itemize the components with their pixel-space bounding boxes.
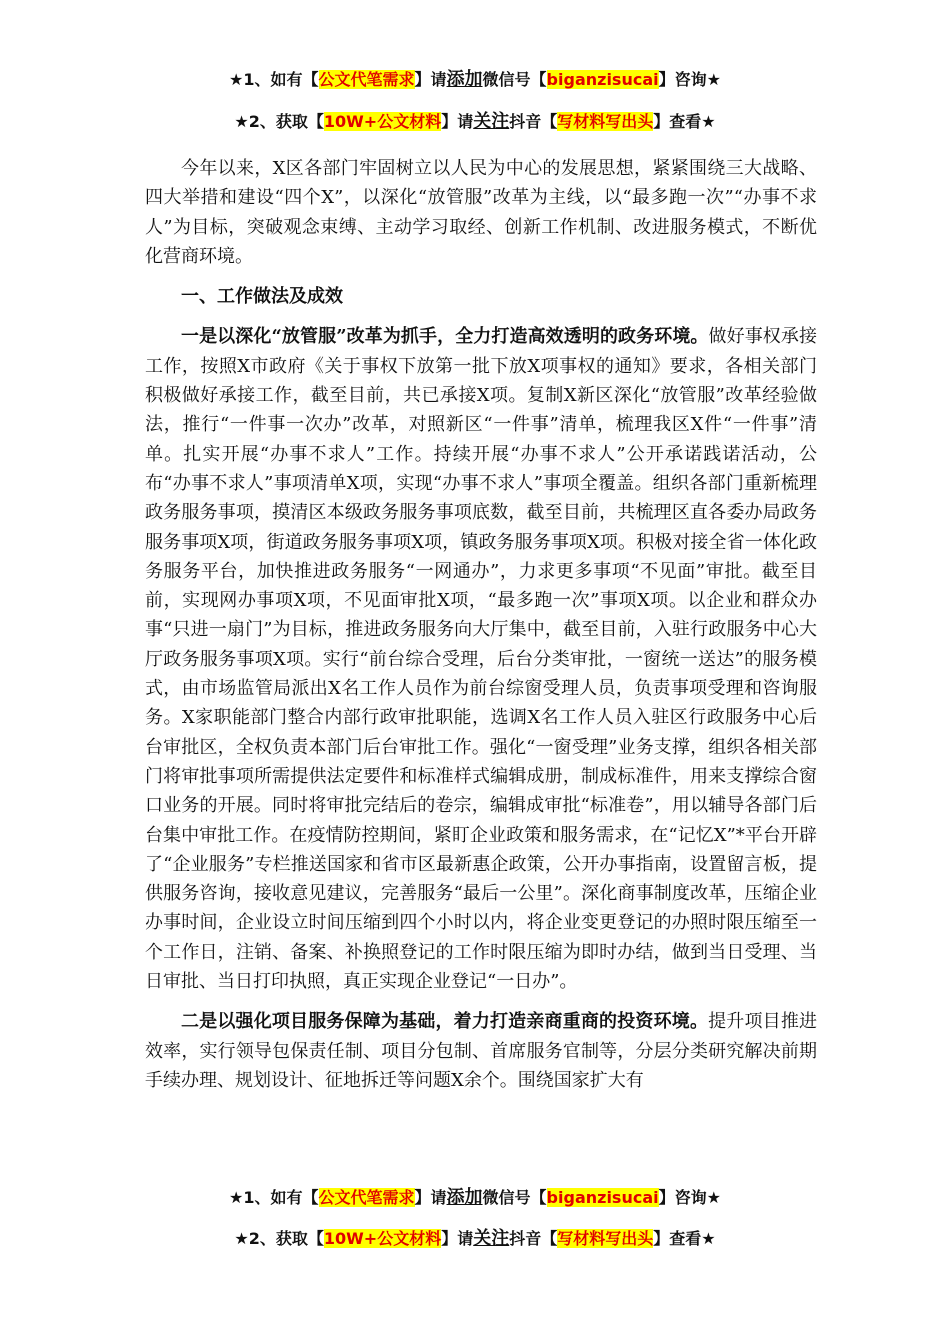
promo-banner-2: ★2、获取【10W+公文材料】请关注抖音【写材料写出头】查看★: [234, 111, 716, 132]
promo-banner-footer-2: ★2、获取【10W+公文材料】请关注抖音【写材料写出头】查看★: [234, 1228, 716, 1249]
intro-paragraph: 今年以来，X区各部门牢固树立以人民为中心的发展思想，紧紧围绕三大战略、四大举措和建设“四个X”，以深化“放管服”改革为主线，以“最多跑一次”“办事不求人”为目标，突破观念束缚、主动学习取经、创新工作机制、改进服务模式，不断优化营商环境。: [145, 158, 817, 267]
paragraph-1: 一是以深化“放管服”改革为抓手，全力打造高效透明的政务环境。做好事权承接工作，按照X市政府《关于事权下放第一批下放X项事权的通知》要求，各相关部门积极做好承接工作，截至目前，共已承接X项。复制X新区深化“放管服”改革经验做法，推行“一件事一次办”改革，对照新区“一件事”清单，梳理我区X件“一件事”清单。扎实开展“办事不求人”工作。持续开展“办事不求人”公开承诺践诺活动，公布“办事不求人”事项清单X项，实现“办事不求人”事项全覆盖。组织各部门重新梳理政务服务事项，摸清区本级政务服务事项底数，截至目前，共梳理区直各委办局政务服务事项X项，街道政务服务事项X项，镇政务服务事项X项。积极对接全省一体化政务服务平台，加快推进政务服务“一网通办”，力求更多事项“不见面”审批。截至目前，实现网办事项X项，不见面审批X项，“最多跑一次”事项X项。以企业和群众办事“只进一扇门”为目标，推进政务服务向大厅集中，截至目前，入驻行政服务中心大厅政务服务事项X项。实行“前台综合受理，后台分类审批，一窗统一送达”的服务模式，由市场监管局派出X名工作人员作为前台综窗受理人员，负责事项受理和咨询服务。X家职能部门整合内部行政审批职能，选调X名工作人员入驻区行政服务中心后台审批区，全权负责本部门后台审批工作。强化“一窗受理”业务支撑，组织各相关部门将审批事项所需提供法定要件和标准样式编辑成册，制成标准件，用来支撑综合窗口业务的开展。同时将审批完结后的卷宗，编辑成审批“标准卷”，用以辅导各部门后台集中审批工作。在疫情防控期间，紧盯企业政策和服务需求，在“记忆X”*平台开辟了“企业服务”专栏推送国家和省市区最新惠企政策，公开办事指南，设置留言板，提供服务咨询，接收意见建议，完善服务“最后一公里”。深化商事制度改革，压缩企业办事时间，企业设立时间压缩到四个小时以内，将企业变更登记的办照时限压缩至一个工作日，注销、备案、补换照登记的工作时限压缩为即时办结，做到当日受理、当日审批、当日打印执照，真正实现企业登记“一日办”。: [145, 326, 817, 993]
promo-banner-1: ★1、如有【公文代笔需求】请添加微信号【biganzisucai】咨询★: [229, 69, 721, 90]
document-body: [145, 154, 817, 1095]
highlight-materials: 10W+公文材料: [323, 112, 442, 131]
section-heading: 一、工作做法及成效: [181, 286, 343, 308]
highlight-douyin-id: 写材料写出头: [557, 112, 654, 131]
paragraph-2: 二是以强化项目服务保障为基础，着力打造亲商重商的投资环境。提升项目推进效率，实行领导包保责任制、项目分包制、首席服务官制等，分层分类研究解决前期手续办理、规划设计、征地拆迁等问题X余个。围绕国家扩大有: [145, 1011, 818, 1091]
promo-banner-footer-1: ★1、如有【公文代笔需求】请添加微信号【biganzisucai】咨询★: [229, 1187, 721, 1208]
highlight-wechat-id: biganzisucai: [546, 70, 659, 89]
highlight-service: 公文代笔需求: [318, 70, 415, 89]
